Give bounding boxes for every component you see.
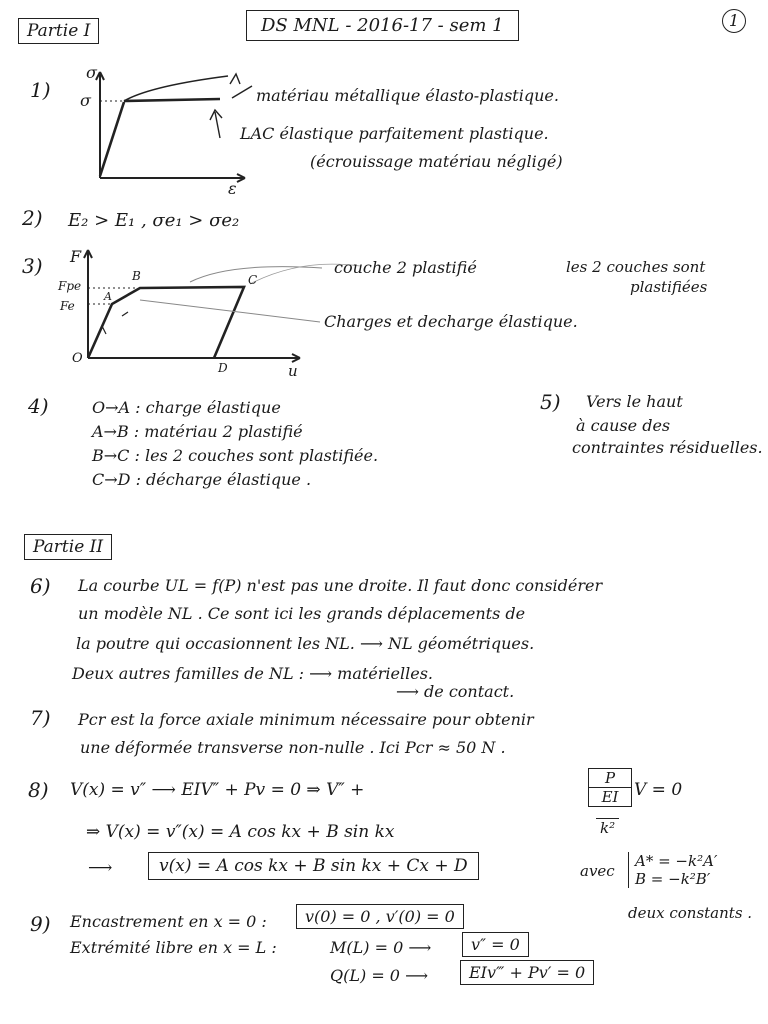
q6-line-4: Deux autres familles de NL : ⟶ matérielles.	[72, 664, 433, 683]
q8-number: 8)	[28, 778, 49, 802]
q8-avec: avec	[580, 862, 615, 880]
q3-F-label: F	[70, 247, 82, 266]
q4-line-4: C→D : décharge élastique .	[92, 470, 312, 489]
q3-fe-label: Fe	[60, 299, 75, 313]
q8-k2: k²	[596, 818, 619, 837]
q6-line-5: ⟶ de contact.	[396, 682, 515, 701]
q7-line-1: Pcr est la force axiale minimum nécessaire pour obtenir	[78, 710, 534, 729]
q4-line-1: O→A : charge élastique	[92, 398, 281, 417]
q1-number: 1)	[30, 78, 51, 102]
q3-D-label: D	[218, 361, 228, 375]
q1-lac-note: (écrouissage matériau négligé)	[310, 152, 563, 171]
q3-label-plastifiees: plastifiées	[630, 278, 708, 296]
q3-label-couche2: couche 2 plastifié	[334, 258, 477, 277]
q8-const-b: B = −k²B′	[635, 870, 711, 888]
q9-q-box: EIv‴ + Pv′ = 0	[460, 960, 594, 985]
q3-number: 3)	[22, 254, 43, 278]
q3-C-label: C	[248, 273, 258, 287]
q4-line-3: B→C : les 2 couches sont plastifiée.	[92, 446, 379, 465]
q8-fraction-den: EI	[601, 788, 619, 806]
q1-metal-label: matériau métallique élasto-plastique.	[256, 86, 559, 105]
q6-line-3: la poutre qui occasionnent les NL. ⟶ NL géométriques.	[76, 634, 535, 653]
q6-number: 6)	[30, 574, 51, 598]
part-two-label: Partie II	[24, 534, 112, 560]
q8-line-2: ⇒ V(x) = v″(x) = A cos kx + B sin kx	[86, 822, 395, 842]
q6-line-1: La courbe UL = f(P) n'est pas une droite. Il faut donc considérer	[78, 576, 603, 595]
q8-arrow: ⟶	[88, 858, 113, 878]
q3-u-label: u	[288, 362, 298, 380]
q4-number: 4)	[28, 394, 49, 418]
q3-A-label: A	[104, 290, 112, 303]
q7-line-2: une déformée transverse non-nulle . Ici Pcr ≈ 50 N .	[80, 738, 506, 757]
q7-number: 7)	[30, 706, 51, 730]
q5-line-1: Vers le haut	[586, 392, 683, 411]
q9-extremite: Extrémité libre en x = L :	[70, 938, 277, 957]
q1-eps-label: ε	[228, 179, 237, 198]
q5-line-2: à cause des	[576, 416, 671, 435]
q1-sigma-e-label: σ	[80, 91, 91, 110]
q8-line-1: V(x) = v″ ⟶ EIV″ + Pv = 0 ⇒ V″ +	[70, 780, 365, 800]
q9-q-cond: Q(L) = 0 ⟶	[330, 966, 429, 985]
q8-solution-box: v(x) = A cos kx + B sin kx + Cx + D	[148, 852, 479, 880]
page-number: 1	[722, 9, 746, 33]
q4-line-2: A→B : matériau 2 plastifié	[92, 422, 303, 441]
q3-label-charge: Charges et decharge élastique.	[324, 312, 578, 331]
q2-text: E₂ > E₁ , σe₁ > σe₂	[68, 210, 240, 231]
q8-line-1-end: V = 0	[634, 780, 683, 800]
q9-m-box: v″ = 0	[462, 932, 529, 957]
q5-line-3: contraintes résiduelles.	[572, 438, 763, 457]
q3-label-deux-couches: les 2 couches sont	[566, 258, 706, 276]
q8-fraction-box	[588, 768, 632, 807]
q1-lac-label: LAC élastique parfaitement plastique.	[240, 124, 549, 143]
q3-O-label: O	[72, 351, 83, 366]
q8-constants	[628, 852, 717, 888]
q8-const-a: A* = −k²A′	[635, 852, 718, 870]
q9-m-cond: M(L) = 0 ⟶	[330, 938, 432, 957]
document-title: DS MNL - 2016-17 - sem 1	[246, 10, 519, 41]
q3-B-label: B	[132, 269, 141, 283]
q5-number: 5)	[540, 390, 561, 414]
q9-enc-box: v(0) = 0 , v′(0) = 0	[296, 904, 464, 929]
q8-fraction-num: P	[589, 769, 631, 788]
q1-sigma-axis-label: σ	[86, 63, 97, 82]
part-one-label: Partie I	[18, 18, 99, 44]
q2-number: 2)	[22, 206, 43, 230]
q8-deux-constants: deux constants .	[628, 904, 753, 922]
q9-number: 9)	[30, 912, 51, 936]
q3-fpe-label: Fpe	[58, 279, 82, 293]
q6-line-2: un modèle NL . Ce sont ici les grands déplacements de	[78, 604, 526, 623]
q9-encastrement: Encastrement en x = 0 :	[70, 912, 267, 931]
